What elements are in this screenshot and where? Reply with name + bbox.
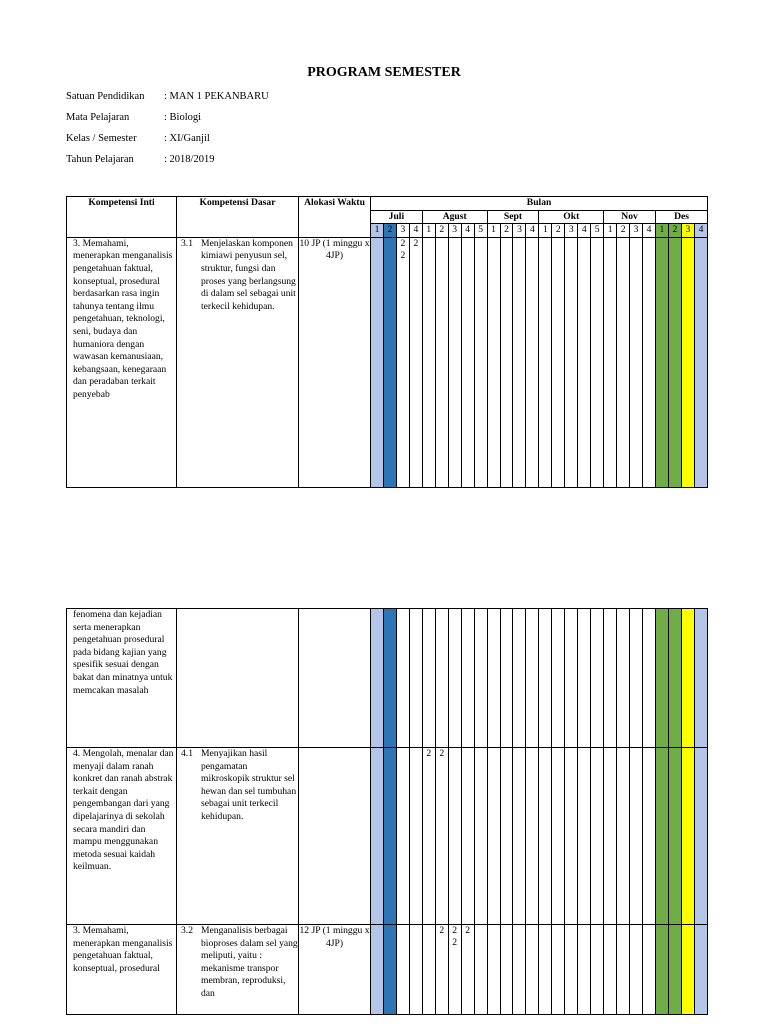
week-cell: 2 xyxy=(409,237,422,487)
ki-cell: 3. Memahami, menerapkan menganalisis pengetahuan faktual, konseptual, prosedural xyxy=(67,925,177,1015)
info-value: : 2018/2019 xyxy=(164,154,215,165)
info-value: : XI/Ganjil xyxy=(164,133,210,144)
week-cell xyxy=(383,748,396,925)
week-cell xyxy=(487,748,500,925)
info-value: : Biologi xyxy=(164,112,202,123)
ki-cell: fenomena dan kejadian serta menerapkan pengetahuan prosedural pada bidang kajian yang spesifik sesuai dengan bakat dan minatnya untuk memcakan masalah xyxy=(67,609,177,748)
week-cell xyxy=(668,609,681,748)
week-cell xyxy=(371,609,384,748)
week-cell xyxy=(422,925,435,1015)
week-cell xyxy=(617,748,630,925)
week-num: 3 xyxy=(448,224,461,238)
info-row-kelas xyxy=(66,133,210,144)
kd-cell xyxy=(177,609,299,748)
week-num: 2 xyxy=(552,224,565,238)
week-cell xyxy=(396,609,409,748)
week-cell xyxy=(435,237,448,487)
alokasi-cell xyxy=(299,609,371,748)
week-cell xyxy=(422,609,435,748)
month-okt: Okt xyxy=(539,210,604,224)
week-cell xyxy=(539,237,552,487)
week-cell xyxy=(552,925,565,1015)
week-cell xyxy=(474,925,487,1015)
header-ki: Kompetensi Inti xyxy=(67,197,177,238)
week-cell xyxy=(552,237,565,487)
week-cell xyxy=(578,748,591,925)
week-cell xyxy=(578,925,591,1015)
week-num: 2 xyxy=(668,224,681,238)
info-row-mapel xyxy=(66,112,201,123)
week-num: 1 xyxy=(655,224,668,238)
week-cell xyxy=(643,748,656,925)
alokasi-cell xyxy=(299,748,371,925)
kd-text: Menganalisis berbagai bioproses dalam sel yang meliputi, yaitu : mekanisme transpor membran, reproduksi, dan xyxy=(201,925,298,999)
week-cell xyxy=(655,609,668,748)
week-cell: 2 xyxy=(461,925,474,1015)
info-row-satuan xyxy=(66,91,269,102)
week-cell xyxy=(565,748,578,925)
week-cell xyxy=(694,609,707,748)
week-num: 3 xyxy=(513,224,526,238)
week-cell xyxy=(617,609,630,748)
week-cell xyxy=(604,609,617,748)
week-cell xyxy=(681,609,694,748)
kd-number: 4.1 xyxy=(181,748,193,759)
month-sept: Sept xyxy=(487,210,539,224)
week-cell xyxy=(539,748,552,925)
week-cell xyxy=(371,925,384,1015)
header-alokasi: Alokasi Waktu xyxy=(299,197,371,238)
week-cell xyxy=(591,748,604,925)
week-cell xyxy=(655,237,668,487)
week-cell xyxy=(448,925,461,1015)
week-cell xyxy=(604,237,617,487)
week-cell xyxy=(681,748,694,925)
week-cell xyxy=(396,748,409,925)
week-num: 1 xyxy=(422,224,435,238)
week-cell xyxy=(591,925,604,1015)
header-bulan: Bulan xyxy=(371,197,708,211)
week-cell xyxy=(552,748,565,925)
kd-text: Menjelaskan komponen kimiawi penyusun sel, struktur, fungsi dan proses yang berlangsung di dalam sel sebagai unit terkecil kehidupan. xyxy=(201,237,296,312)
week-cell xyxy=(513,609,526,748)
alokasi-cell: 10 JP (1 minggu x 4JP) xyxy=(299,237,371,487)
info-label: Tahun Pelajaran xyxy=(66,154,134,165)
week-cell xyxy=(396,925,409,1015)
week-cell xyxy=(383,925,396,1015)
week-cell xyxy=(630,748,643,925)
week-value: 2 2 xyxy=(400,237,406,261)
kd-number: 3.1 xyxy=(181,237,193,249)
month-nov: Nov xyxy=(604,210,656,224)
info-label: Mata Pelajaran xyxy=(66,112,130,123)
week-cell xyxy=(422,237,435,487)
week-cell xyxy=(694,925,707,1015)
kd-number: 3.2 xyxy=(181,925,193,936)
week-cell xyxy=(630,237,643,487)
week-cell xyxy=(604,748,617,925)
week-num: 4 xyxy=(409,224,422,238)
week-cell xyxy=(487,237,500,487)
week-num: 1 xyxy=(539,224,552,238)
week-num: 2 xyxy=(500,224,513,238)
week-cell xyxy=(487,609,500,748)
week-cell xyxy=(643,925,656,1015)
week-cell xyxy=(500,609,513,748)
info-value: : MAN 1 PEKANBARU xyxy=(164,91,269,102)
header-kd: Kompetensi Dasar xyxy=(177,197,299,238)
week-cell xyxy=(668,748,681,925)
week-cell xyxy=(526,748,539,925)
info-label: Satuan Pendidikan xyxy=(66,91,145,102)
week-num: 4 xyxy=(578,224,591,238)
week-num: 3 xyxy=(396,224,409,238)
week-cell xyxy=(500,748,513,925)
week-cell xyxy=(513,237,526,487)
week-cell xyxy=(448,609,461,748)
week-num: 4 xyxy=(643,224,656,238)
week-num: 4 xyxy=(694,224,707,238)
week-cell: 2 xyxy=(422,748,435,925)
week-cell xyxy=(591,237,604,487)
kd-cell xyxy=(177,237,299,487)
week-num: 5 xyxy=(474,224,487,238)
kd-cell xyxy=(177,748,299,925)
week-cell xyxy=(578,609,591,748)
week-cell xyxy=(474,748,487,925)
week-cell xyxy=(474,237,487,487)
week-cell xyxy=(630,609,643,748)
week-cell xyxy=(383,237,396,487)
month-agust: Agust xyxy=(422,210,487,224)
week-num: 3 xyxy=(681,224,694,238)
week-cell xyxy=(643,609,656,748)
ki-cell: 3. Memahami, menerapkan menganalisis pengetahuan faktual, konseptual, prosedural berdasarkan rasa ingin tahunya tentang ilmu pengetahuan, teknologi, seni, budaya dan humaniora dengan wawasan kemanusiaan, kebangsaan, kenegaraan dan peradaban terkait penyebab xyxy=(67,237,177,487)
week-cell xyxy=(694,748,707,925)
week-cell xyxy=(448,237,461,487)
semester-table-page-2 xyxy=(66,608,708,1015)
week-cell xyxy=(513,925,526,1015)
week-cell xyxy=(474,609,487,748)
week-cell xyxy=(668,925,681,1015)
week-num: 2 xyxy=(617,224,630,238)
week-cell xyxy=(591,609,604,748)
week-cell xyxy=(643,237,656,487)
week-cell xyxy=(371,748,384,925)
alokasi-cell: 12 JP (1 minggu x 4JP) xyxy=(299,925,371,1015)
week-cell xyxy=(539,925,552,1015)
page-title: PROGRAM SEMESTER xyxy=(307,65,461,80)
week-cell xyxy=(617,925,630,1015)
week-cell xyxy=(655,925,668,1015)
ki-cell: 4. Mengolah, menalar dan menyaji dalam ranah konkret dan ranah abstrak terkait dengan pengembangan dari yang dipelajarinya di sekolah secara mandiri dan mampu menggunakan metoda sesuai kaidah keilmuan. xyxy=(67,748,177,925)
week-cell xyxy=(681,925,694,1015)
week-cell xyxy=(526,609,539,748)
week-cell xyxy=(552,609,565,748)
week-cell xyxy=(461,748,474,925)
week-cell xyxy=(565,925,578,1015)
week-num: 1 xyxy=(371,224,384,238)
week-cell xyxy=(681,237,694,487)
week-cell xyxy=(448,748,461,925)
week-cell xyxy=(500,237,513,487)
week-cell xyxy=(539,609,552,748)
kd-cell xyxy=(177,925,299,1015)
info-label: Kelas / Semester xyxy=(66,133,137,144)
info-row-tahun xyxy=(66,154,214,165)
week-cell xyxy=(500,925,513,1015)
week-cell xyxy=(435,609,448,748)
week-cell xyxy=(461,237,474,487)
week-cell xyxy=(655,748,668,925)
week-cell xyxy=(396,237,409,487)
month-juli: Juli xyxy=(371,210,423,224)
week-cell xyxy=(487,925,500,1015)
week-cell xyxy=(383,609,396,748)
week-cell xyxy=(461,609,474,748)
week-cell xyxy=(565,237,578,487)
week-num: 1 xyxy=(487,224,500,238)
week-cell xyxy=(694,237,707,487)
week-num: 1 xyxy=(604,224,617,238)
week-cell xyxy=(409,609,422,748)
week-num: 4 xyxy=(526,224,539,238)
week-cell: 2 xyxy=(435,748,448,925)
week-cell xyxy=(371,237,384,487)
week-cell: 2 xyxy=(435,925,448,1015)
week-cell xyxy=(578,237,591,487)
week-cell xyxy=(604,925,617,1015)
week-cell xyxy=(409,748,422,925)
week-value: 2 2 xyxy=(452,925,458,948)
week-num: 2 xyxy=(383,224,396,238)
week-cell xyxy=(565,609,578,748)
week-cell xyxy=(617,237,630,487)
week-num: 2 xyxy=(435,224,448,238)
week-cell xyxy=(630,925,643,1015)
kd-text: Menyajikan hasil pengamatan mikroskopik struktur sel hewan dan sel tumbuhan sebagai unit terkecil kehidupan. xyxy=(201,748,297,822)
week-num: 3 xyxy=(630,224,643,238)
semester-table-page-1 xyxy=(66,196,708,488)
week-num: 4 xyxy=(461,224,474,238)
week-cell xyxy=(526,237,539,487)
week-cell xyxy=(668,237,681,487)
week-cell xyxy=(513,748,526,925)
week-cell xyxy=(526,925,539,1015)
week-num: 5 xyxy=(591,224,604,238)
month-des: Des xyxy=(655,210,707,224)
week-num: 3 xyxy=(565,224,578,238)
week-cell xyxy=(409,925,422,1015)
